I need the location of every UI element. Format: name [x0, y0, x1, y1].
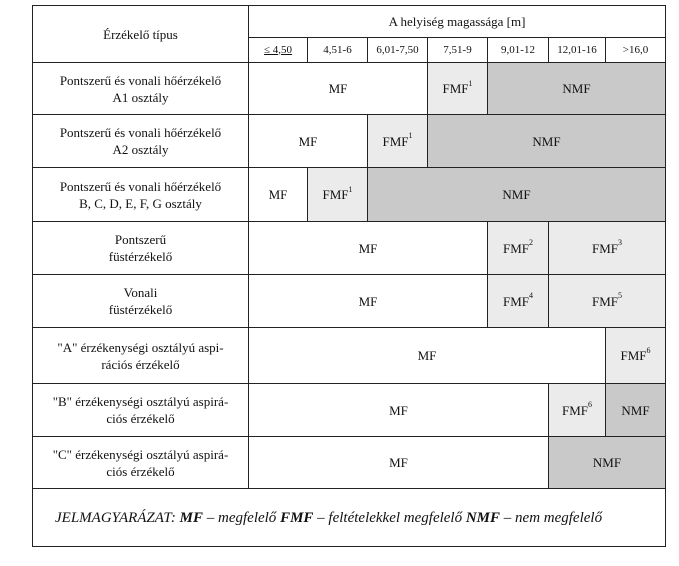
- cell-text: NMF: [562, 81, 591, 96]
- footnote-mark: 5: [618, 291, 623, 301]
- cell-mf: [249, 222, 488, 275]
- legend-mf: MF: [179, 509, 203, 526]
- legend-fmf: FMF: [280, 509, 314, 526]
- cell-fmf: [428, 63, 488, 115]
- range-label: ≤ 4,50: [263, 43, 293, 56]
- legend-fmf-desc: – feltételekkel megfelelő: [313, 509, 466, 526]
- legend-prefix: JELMAGYARÁZAT:: [55, 509, 176, 526]
- cell-text: FMF: [502, 240, 530, 256]
- row-label: [33, 275, 249, 328]
- cell-mf: [249, 328, 606, 384]
- cell-text: NMF: [532, 133, 561, 149]
- cell-nmf: [606, 384, 666, 437]
- row-label: [33, 168, 249, 222]
- cell-text: NMF: [502, 187, 531, 202]
- range-label: 4,51-6: [323, 43, 352, 56]
- row-label: [33, 115, 249, 168]
- row-label-line: "C" érzékenységi osztályú aspirá-: [52, 446, 229, 462]
- cell-text: MF: [358, 240, 378, 256]
- cell-mf: [249, 168, 308, 222]
- footnote-mark: 1: [468, 78, 473, 88]
- row-label-line: Vonali: [123, 285, 158, 300]
- row-label-line: ciós érzékelő: [106, 463, 175, 479]
- footnote-mark: 2: [529, 238, 534, 248]
- cell-nmf: [488, 63, 666, 115]
- row-label-line: Pontszerű és vonali hőérzékelő: [59, 178, 222, 194]
- row-label-line: ciós érzékelő: [106, 411, 175, 426]
- cell-text: FMF: [620, 348, 647, 363]
- row-label-line: Pontszerű és vonali hőérzékelő: [59, 125, 222, 140]
- range-header-2: [308, 38, 368, 63]
- row-label-line: füstérzékelő: [108, 302, 173, 317]
- range-label: 9,01-12: [501, 43, 535, 56]
- row-label-line: "A" érzékenységi osztályú aspi-: [57, 339, 224, 355]
- row-label: [33, 437, 249, 489]
- cell-text: FMF: [322, 187, 349, 202]
- cell-text: NMF: [592, 455, 622, 470]
- footnote-mark: 4: [529, 291, 534, 301]
- range-header-3: [368, 38, 428, 63]
- range-header-5: [488, 38, 549, 63]
- row-label-line: A2 osztály: [112, 142, 169, 157]
- cell-nmf: [549, 437, 666, 489]
- row-label-line: Pontszerű és vonali hőérzékelő: [59, 72, 222, 88]
- cell-mf: [249, 115, 368, 168]
- range-label: 12,01-16: [557, 43, 597, 56]
- footnote-mark: 3: [618, 238, 623, 248]
- cell-text: FMF: [561, 402, 589, 418]
- table-row: [33, 63, 666, 115]
- row-label-line: A1 osztály: [112, 89, 169, 105]
- table-row: [33, 384, 666, 437]
- footnote-mark: 6: [588, 400, 593, 410]
- cell-text: FMF: [591, 293, 619, 309]
- row-label-line: Pontszerű: [114, 232, 167, 247]
- cell-mf: [249, 63, 428, 115]
- footnote-mark: 1: [348, 184, 353, 194]
- table-row: [33, 222, 666, 275]
- cell-mf: [249, 437, 549, 489]
- range-label: 6,01-7,50: [376, 43, 419, 56]
- legend-nmf: NMF: [465, 509, 501, 526]
- cell-mf: [249, 384, 549, 437]
- cell-nmf: [428, 115, 666, 168]
- row-label-line: füstérzékelő: [108, 249, 173, 264]
- footnote-mark: 1: [408, 131, 413, 141]
- range-header-4: [428, 38, 488, 63]
- cell-text: MF: [328, 81, 348, 96]
- detector-type-header-text: Érzékelő típus: [103, 26, 178, 42]
- cell-text: NMF: [621, 402, 650, 418]
- cell-text: MF: [358, 293, 378, 309]
- legend: [33, 489, 666, 547]
- cell-text: FMF: [442, 81, 469, 96]
- height-title-text: A helyiség magassága [m]: [388, 14, 526, 29]
- cell-text: FMF: [382, 133, 409, 149]
- cell-text: MF: [268, 187, 288, 202]
- cell-fmf: [549, 222, 666, 275]
- cell-fmf: [368, 115, 428, 168]
- row-label: [33, 328, 249, 384]
- cell-fmf: [488, 222, 549, 275]
- legend-nmf-desc: – nem megfelelő: [500, 509, 603, 526]
- cell-fmf: [488, 275, 549, 328]
- cell-text: MF: [389, 402, 408, 418]
- table-row: [33, 275, 666, 328]
- row-label-line: "B" érzékenységi osztályú aspirá-: [52, 394, 229, 409]
- range-header-7: [606, 38, 666, 63]
- range-header-6: [549, 38, 606, 63]
- range-label: 7,51-9: [443, 43, 472, 56]
- detector-height-table: [32, 5, 666, 547]
- cell-text: MF: [417, 348, 437, 363]
- range-label: >16,0: [622, 43, 649, 56]
- detector-type-header: [33, 6, 249, 63]
- height-title-header: [249, 6, 666, 38]
- table-row: [33, 115, 666, 168]
- cell-text: FMF: [502, 293, 530, 309]
- cell-fmf: [308, 168, 368, 222]
- row-label: [33, 63, 249, 115]
- cell-text: FMF: [591, 240, 619, 256]
- table-row: [33, 168, 666, 222]
- cell-fmf: [549, 384, 606, 437]
- footnote-mark: 6: [646, 345, 651, 355]
- cell-text: MF: [298, 133, 318, 149]
- cell-fmf: [549, 275, 666, 328]
- table-row: [33, 437, 666, 489]
- row-label-line: B, C, D, E, F, G osztály: [79, 195, 202, 211]
- table-row: [33, 328, 666, 384]
- row-label: [33, 222, 249, 275]
- cell-fmf: [606, 328, 666, 384]
- detector-table-container: [32, 5, 665, 547]
- cell-mf: [249, 275, 488, 328]
- row-label: [33, 384, 249, 437]
- range-header-1: [249, 38, 308, 63]
- row-label-line: rációs érzékelő: [101, 356, 180, 372]
- legend-mf-desc: – megfelelő: [203, 509, 281, 526]
- cell-text: MF: [389, 455, 408, 470]
- cell-nmf: [368, 168, 666, 222]
